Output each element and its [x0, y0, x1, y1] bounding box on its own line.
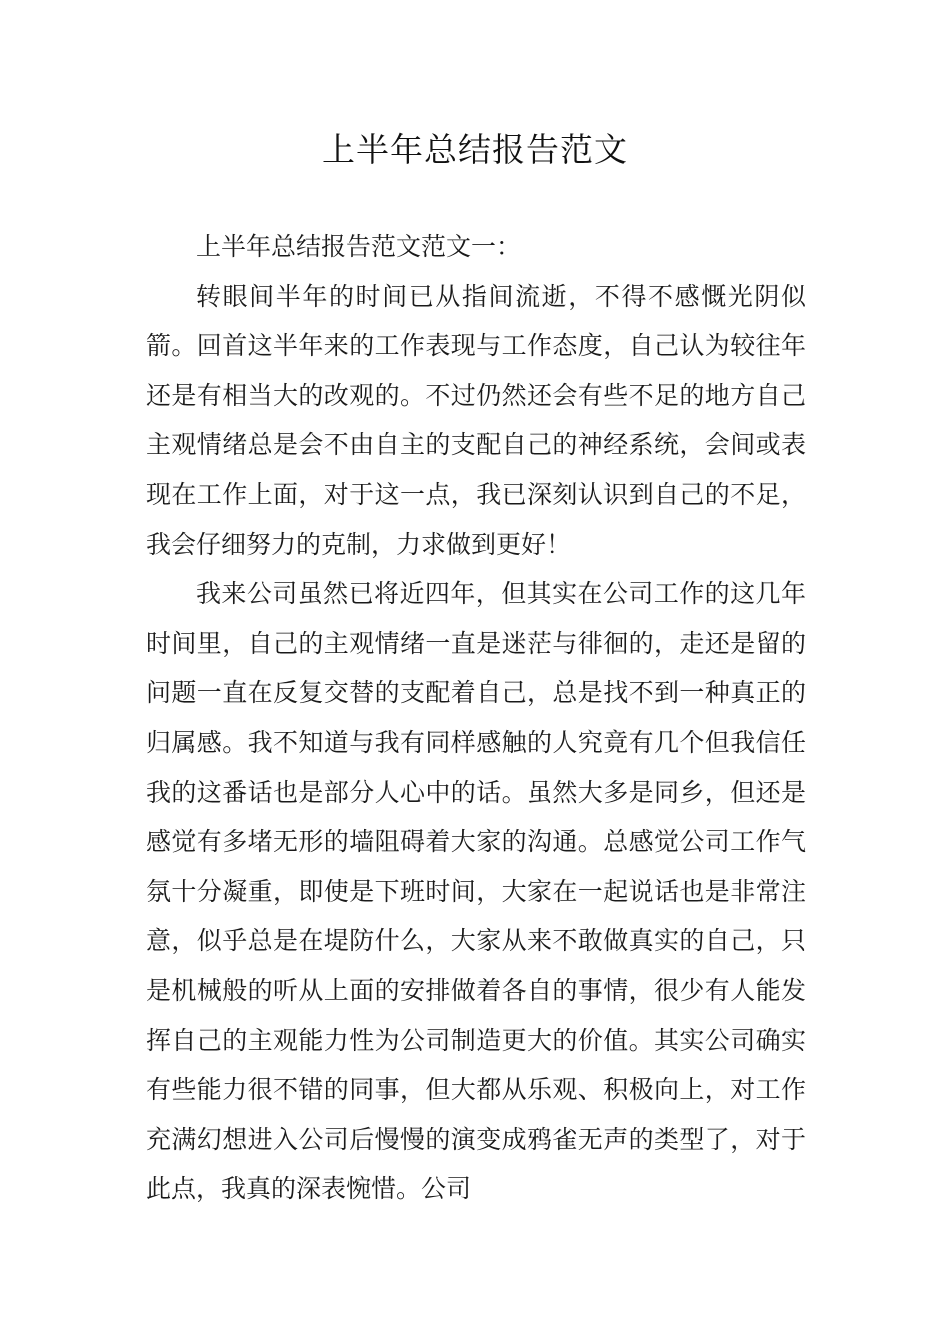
document-title: 上半年总结报告范文	[322, 130, 628, 169]
document-body	[146, 222, 806, 1214]
paragraph: 我来公司虽然已将近四年，但其实在公司工作的这几年时间里，自己的主观情绪一直是迷茫与徘徊的，走还是留的问题一直在反复交替的支配着自己，总是找不到一种真正的归属感。我不知道与我有同样感触的人究竟有几个但我信任我的这番话也是部分人心中的话。虽然大多是同乡，但还是感觉有多堵无形的墙阻碍着大家的沟通。总感觉公司工作气氛十分凝重，即使是下班时间，大家在一起说话也是非常注意，似乎总是在堤防什么，大家从来不敢做真实的自己，只是机械般的听从上面的安排做着各自的事情，很少有人能发挥自己的主观能力性为公司制造更大的价值。其实公司确实有些能力很不错的同事，但大都从乐观、积极向上，对工作充满幻想进入公司后慢慢的演变成鸦雀无声的类型了，对于此点，我真的深表惋惜。公司	[146, 579, 806, 1204]
paragraph-heading: 上半年总结报告范文范文一：	[196, 232, 522, 261]
paragraph: 转眼间半年的时间已从指间流逝，不得不感慨光阴似箭。回首这半年来的工作表现与工作态度，自己认为较往年还是有相当大的改观的。不过仍然还会有些不足的地方自己主观情绪总是会不由自主的支配自己的神经系统，会间或表现在工作上面，对于这一点，我已深刻认识到自己的不足，我会仔细努力的克制，力求做到更好！	[146, 281, 806, 559]
